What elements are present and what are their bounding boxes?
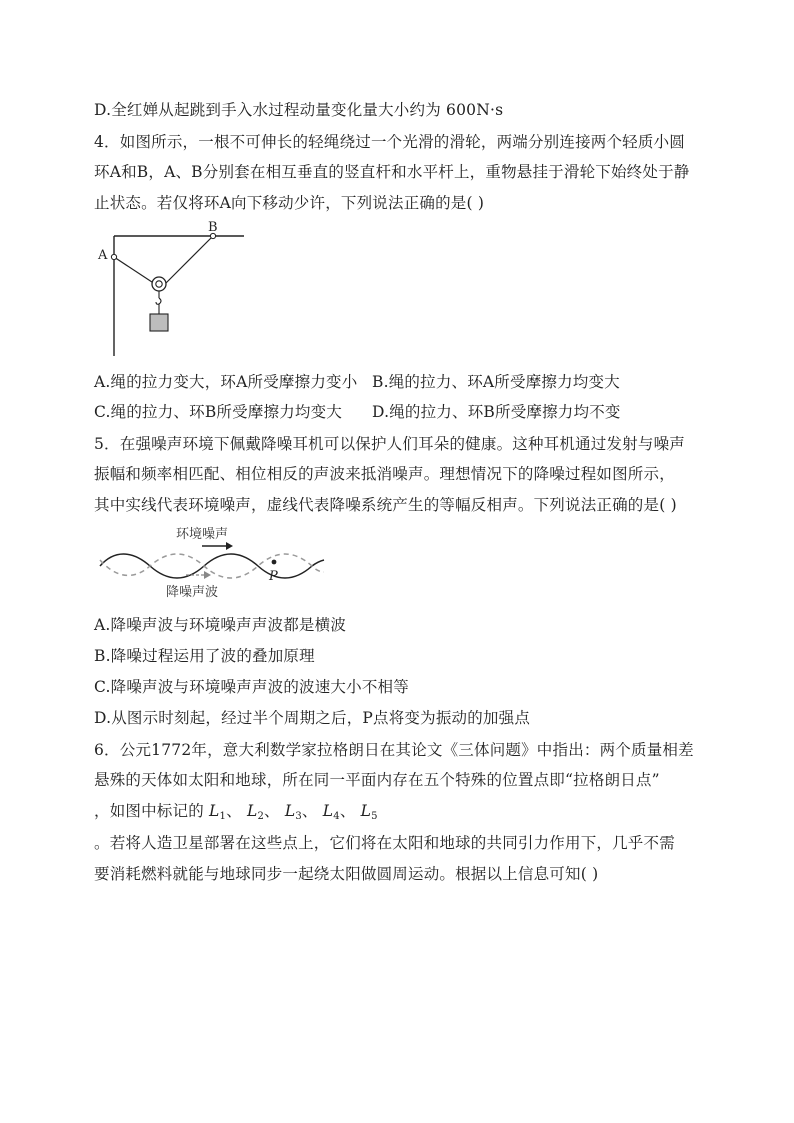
ring-a <box>111 254 116 259</box>
point-l4: 4 <box>333 811 340 822</box>
q5-option-b: B.降噪过程运用了波的叠加原理 <box>94 647 315 665</box>
q5-stem-line-2: 振幅和频率相匹配、相位相反的声波来抵消噪声。理想情况下的降噪过程如图所示， <box>94 465 675 483</box>
q5-stem-line-1: 5．在强噪声环境下佩戴降噪耳机可以保护人们耳朵的健康。这种耳机通过发射与噪声 <box>94 435 685 453</box>
q4-stem-line-1: 4．如图所示，一根不可伸长的轻绳绕过一个光滑的滑轮，两端分别连接两个轻质小圆 <box>94 133 685 151</box>
q4-option-a: A.绳的拉力变大，环A所受摩擦力变小 <box>94 373 358 391</box>
q5-option-a: A.降噪声波与环境噪声声波都是横波 <box>94 616 347 634</box>
q5-option-d: D.从图示时刻起，经过半个周期之后，P点将变为振动的加强点 <box>94 709 531 727</box>
pulley-wheel <box>152 277 166 291</box>
q5-stem-line-3: 其中实线代表环境噪声，虚线代表降噪系统产生的等幅反相声。下列说法正确的是( ) <box>94 496 677 514</box>
q5-option-c: C.降噪声波与环境噪声声波的波速大小不相等 <box>94 678 409 696</box>
q4-option-d: D.绳的拉力、环B所受摩擦力均不变 <box>372 403 621 421</box>
q4-stem-line-2: 环A和B，A、B分别套在相互垂直的竖直杆和水平杆上，重物悬挂于滑轮下始终处于静 <box>94 163 690 181</box>
point-l2: 2 <box>257 811 265 822</box>
point-l3: 3 <box>295 811 302 822</box>
rope-left <box>114 257 158 286</box>
label-noise: 环境噪声 <box>176 527 229 542</box>
point-l1: 1 <box>219 811 227 822</box>
hanging-weight <box>150 314 168 331</box>
label-b: B <box>208 220 218 235</box>
label-a: A <box>98 248 108 263</box>
q4-option-b: B.绳的拉力、环A所受摩擦力均变大 <box>372 373 620 391</box>
pulley-figure <box>94 216 254 361</box>
q4-stem-line-3: 止状态。若仅将环A向下移动少许，下列说法正确的是( ) <box>94 194 485 212</box>
q6-line3-prefix: ，如图中标记的 <box>94 802 204 820</box>
q6-stem-line-2: 悬殊的天体如太阳和地球，所在同一平面内存在五个特殊的位置点即“拉格朗日点” <box>94 771 660 789</box>
noise-wave-figure <box>96 520 328 602</box>
rope-right <box>166 236 213 283</box>
point-l5: 5 <box>371 811 378 822</box>
label-p: P <box>269 569 278 584</box>
q6-stem-line-3: ，如图中标记的 $L_1$、 $L_2$、 $L_3$、 $L_4$、 $L_5$ <box>94 802 378 822</box>
q3-option-d: D.全红婵从起跳到手入水过程动量变化量大小约为 600N·s <box>94 101 504 119</box>
point-p <box>272 560 277 565</box>
q6-stem-line-1: 6．公元1772年，意大利数学家拉格朗日在其论文《三体问题》中指出：两个质量相差 <box>94 741 694 759</box>
hook <box>156 291 161 304</box>
q6-stem-line-5: 要消耗燃料就能与地球同步一起绕太阳做圆周运动。根据以上信息可知( ) <box>94 865 599 883</box>
label-anti-noise: 降噪声波 <box>166 585 219 600</box>
q6-stem-line-4: 。若将人造卫星部署在这些点上，它们将在太阳和地球的共同引力作用下，几乎不需 <box>94 834 675 852</box>
q4-option-c: C.绳的拉力、环B所受摩擦力均变大 <box>94 403 343 421</box>
anti-noise-wave-dashed <box>100 554 324 578</box>
